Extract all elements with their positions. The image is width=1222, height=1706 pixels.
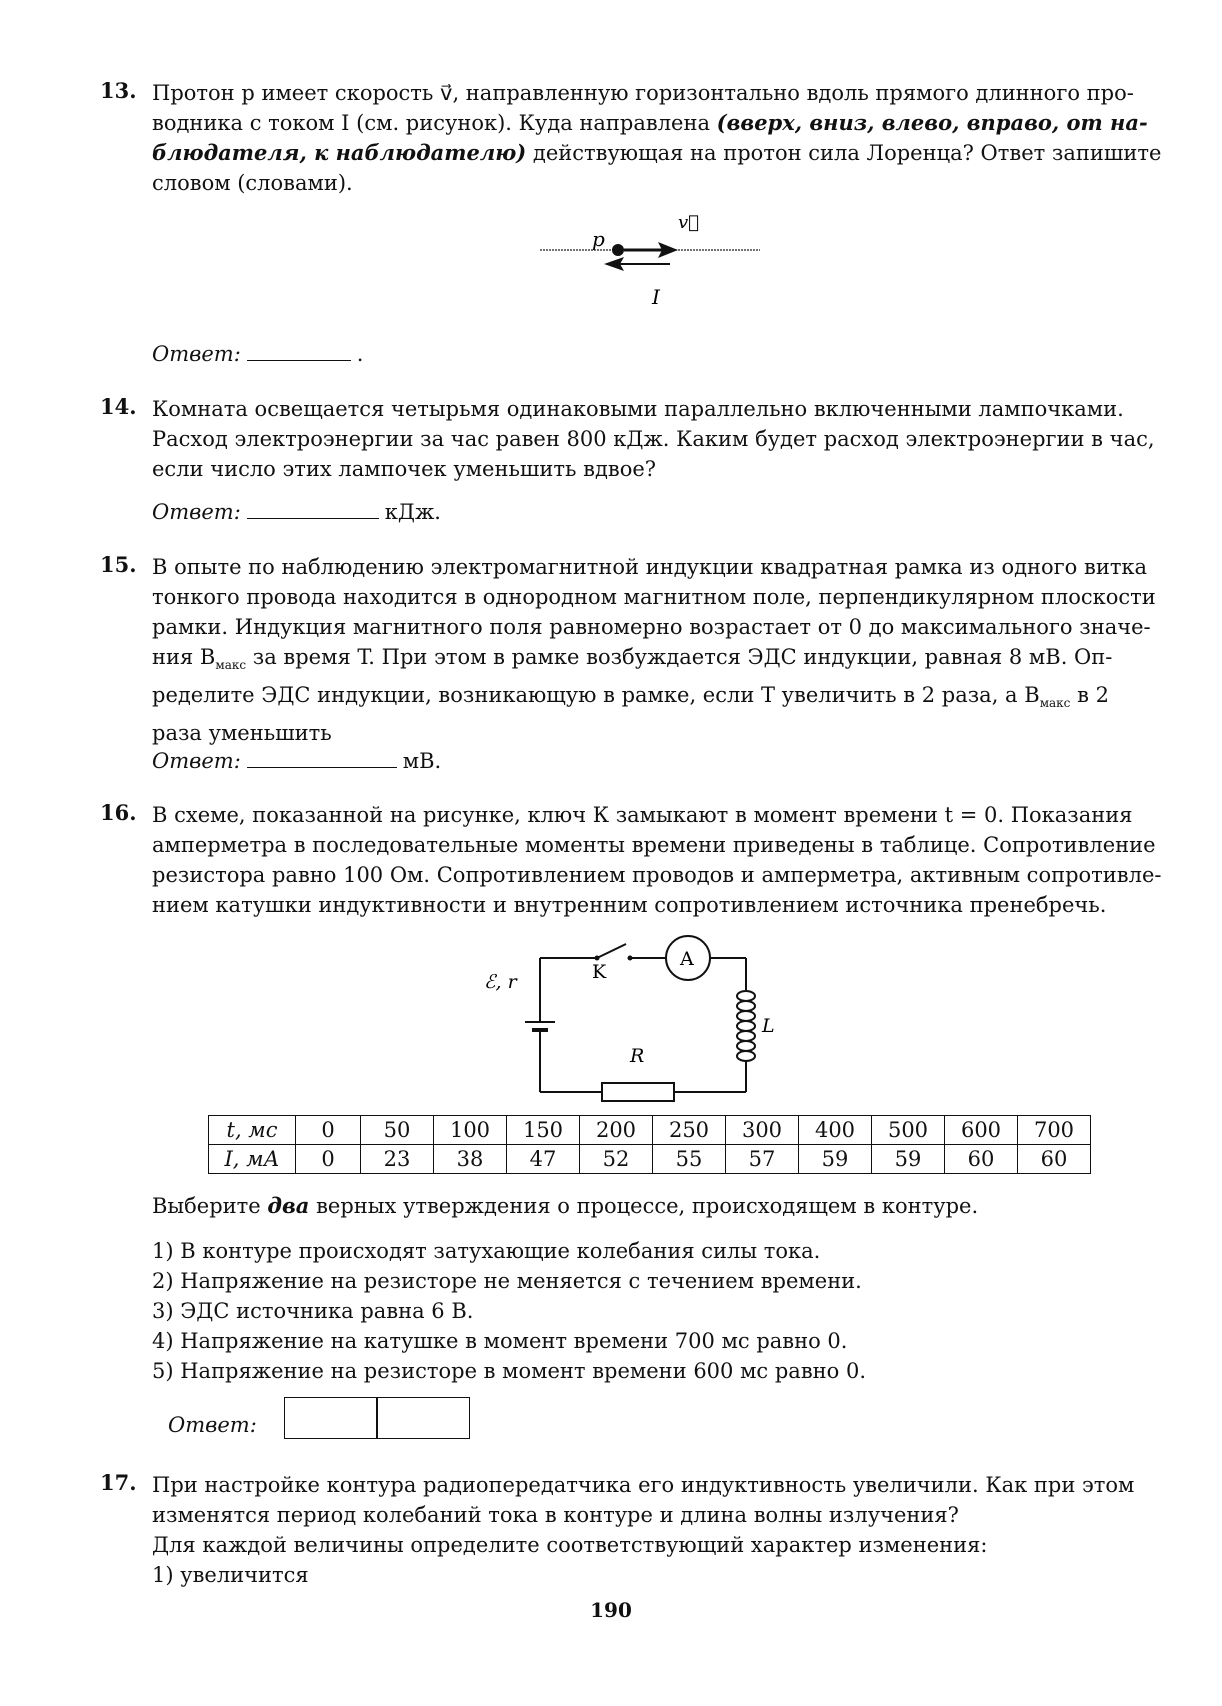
text-line: [152, 642, 1200, 680]
page-number: 190: [590, 1598, 632, 1622]
label-L: L: [762, 1015, 775, 1037]
text-line: Для каждой величины определите соответствующий характер изменения:: [152, 1533, 988, 1557]
table-cell: 23: [361, 1145, 434, 1174]
text-line: Расход электроэнергии за час равен 800 кДж. Каким будет расход электроэнергии в час,: [152, 427, 1155, 451]
answer-options-bold: блюдателя, к наблюдателю): [152, 140, 527, 165]
table-cell: 0: [296, 1145, 361, 1174]
problem-number: 14.: [100, 394, 137, 419]
label-p: p: [592, 227, 605, 251]
text-line: раза уменьшить: [152, 721, 332, 746]
text-line: 1) увеличится: [152, 1563, 309, 1587]
problem-text: [152, 1470, 1200, 1590]
answer-label-16: [168, 1413, 257, 1437]
answer-options-bold: (вверх, вниз, влево, вправо, от на-: [716, 110, 1148, 135]
table-cell: 300: [726, 1116, 799, 1145]
table-cell: 38: [434, 1145, 507, 1174]
table-cell: 100: [434, 1116, 507, 1145]
statement-list: [152, 1236, 866, 1386]
answer-label: Ответ:: [152, 749, 241, 773]
problem-number: 15.: [100, 552, 137, 577]
subscript: макс: [215, 658, 247, 673]
text-line: Комната освещается четырьмя одинаковыми параллельно включенными лампочками.: [152, 397, 1124, 421]
switch-lever: [597, 944, 626, 958]
text-fragment: Выберите: [152, 1194, 261, 1218]
table-cell: 700: [1018, 1116, 1091, 1145]
table-cell: 59: [799, 1145, 872, 1174]
table-cell: 400: [799, 1116, 872, 1145]
text-fragment: верных утверждения о процессе, происходящем в контуре.: [316, 1194, 979, 1218]
problem-number: 16.: [100, 800, 137, 825]
circuit-diagram: [480, 930, 810, 1105]
answer-label: Ответ:: [152, 500, 241, 524]
answer-cell-2[interactable]: [376, 1397, 470, 1439]
answer-line-15: [152, 747, 441, 773]
text-line: [152, 138, 1200, 168]
label-source: ℰ, r: [484, 971, 517, 993]
subscript: макс: [1039, 696, 1071, 711]
text-line: [152, 108, 1200, 138]
answer-unit: кДж.: [384, 500, 441, 524]
answer-blank[interactable]: [247, 747, 397, 768]
resistor: [602, 1083, 674, 1101]
table-cell: 250: [653, 1116, 726, 1145]
answer-blank[interactable]: [247, 340, 351, 361]
answer-line-13: [152, 340, 363, 366]
text-fragment: ределите ЭДС индукции, возникающую в рамке, если T увеличить в 2 раза, а B: [152, 683, 1040, 708]
statement-option: 3) ЭДС источника равна 6 В.: [152, 1299, 474, 1323]
text-line: резистора равно 100 Ом. Сопротивлением проводов и амперметра, активным сопротивле-: [152, 863, 1162, 887]
proton-dot: [612, 244, 624, 256]
answer-suffix: .: [356, 342, 364, 366]
statement-option: 4) Напряжение на катушке в момент времени 700 мс равно 0.: [152, 1329, 848, 1353]
choose-instruction: [152, 1193, 978, 1218]
label-key: K: [592, 961, 607, 983]
text-line: [152, 680, 1200, 718]
inductor-coil: [737, 991, 755, 1061]
text-line: Протон p имеет скорость v⃗, направленную горизонтально вдоль прямого длинного про-: [152, 81, 1134, 105]
answer-label: Ответ:: [168, 1413, 257, 1437]
problem-text: [152, 394, 1200, 484]
answer-unit: мВ.: [402, 749, 442, 773]
problem-text: [152, 78, 1200, 198]
table-cell: 200: [580, 1116, 653, 1145]
table-cell: 57: [726, 1145, 799, 1174]
table-head-current: I, мА: [209, 1145, 296, 1174]
table-cell: 60: [945, 1145, 1018, 1174]
statement-option: 1) В контуре происходят затухающие колебания силы тока.: [152, 1239, 821, 1263]
text-line: В схеме, показанной на рисунке, ключ К замыкают в момент времени t = 0. Показания: [152, 803, 1133, 827]
text-line: словом (словами).: [152, 171, 353, 195]
table-cell: 52: [580, 1145, 653, 1174]
statement-option: 5) Напряжение на резисторе в момент времени 600 мс равно 0.: [152, 1359, 866, 1383]
table-cell: 55: [653, 1145, 726, 1174]
problem-number: 17.: [100, 1470, 137, 1495]
table-cell: 0: [296, 1116, 361, 1145]
text-line: амперметра в последовательные моменты времени приведены в таблице. Сопротивление: [152, 833, 1156, 857]
table-cell: 47: [507, 1145, 580, 1174]
text-fragment: за время T. При этом в рамке возбуждается ЭДС индукции, равная 8 мВ. Оп-: [252, 645, 1113, 669]
table-head-time: t, мс: [209, 1116, 296, 1145]
measurement-table: [208, 1115, 1091, 1174]
problem-text: [152, 800, 1200, 920]
answer-blank[interactable]: [247, 498, 379, 519]
table-cell: 50: [361, 1116, 434, 1145]
table-row-current: [209, 1145, 1091, 1174]
text-line: В опыте по наблюдению электромагнитной индукции квадратная рамка из одного витка: [152, 555, 1148, 579]
table-cell: 500: [872, 1116, 945, 1145]
table-cell: 60: [1018, 1145, 1091, 1174]
text-line: При настройке контура радиопередатчика его индуктивность увеличили. Как при этом: [152, 1473, 1135, 1497]
table-row-time: [209, 1116, 1091, 1145]
text-line: если число этих лампочек уменьшить вдвое?: [152, 457, 657, 481]
text-line: тонкого провода находится в однородном магнитном поле, перпендикулярном плоскости: [152, 585, 1156, 609]
text-line: нием катушки индуктивности и внутренним сопротивлением источника пренебречь.: [152, 893, 1107, 917]
proton-wire-figure: [540, 200, 770, 310]
text-fragment: ния B: [152, 645, 216, 669]
answer-label: Ответ:: [152, 342, 241, 366]
label-I: I: [652, 285, 660, 309]
answer-cell-1[interactable]: [284, 1397, 378, 1439]
text-line: изменятся период колебаний тока в контуре и длина волны излучения?: [152, 1503, 959, 1527]
table-cell: 600: [945, 1116, 1018, 1145]
text-fragment: в 2: [1077, 683, 1109, 708]
problem-text: [152, 552, 1200, 748]
text-line: рамки. Индукция магнитного поля равномерно возрастает от 0 до максимального значе-: [152, 615, 1151, 639]
table-cell: 150: [507, 1116, 580, 1145]
text-fragment: водника с током I (см. рисунок). Куда направлена: [152, 111, 710, 135]
text-fragment: действующая на протон сила Лоренца? Ответ запишите: [532, 141, 1162, 165]
problem-number: 13.: [100, 78, 137, 103]
statement-option: 2) Напряжение на резисторе не меняется с течением времени.: [152, 1269, 862, 1293]
table-cell: 59: [872, 1145, 945, 1174]
answer-line-14: [152, 498, 441, 524]
emphasis-two: два: [267, 1193, 310, 1218]
label-ammeter: A: [680, 948, 694, 970]
label-v: v⃗: [678, 212, 699, 233]
label-R: R: [630, 1045, 645, 1067]
